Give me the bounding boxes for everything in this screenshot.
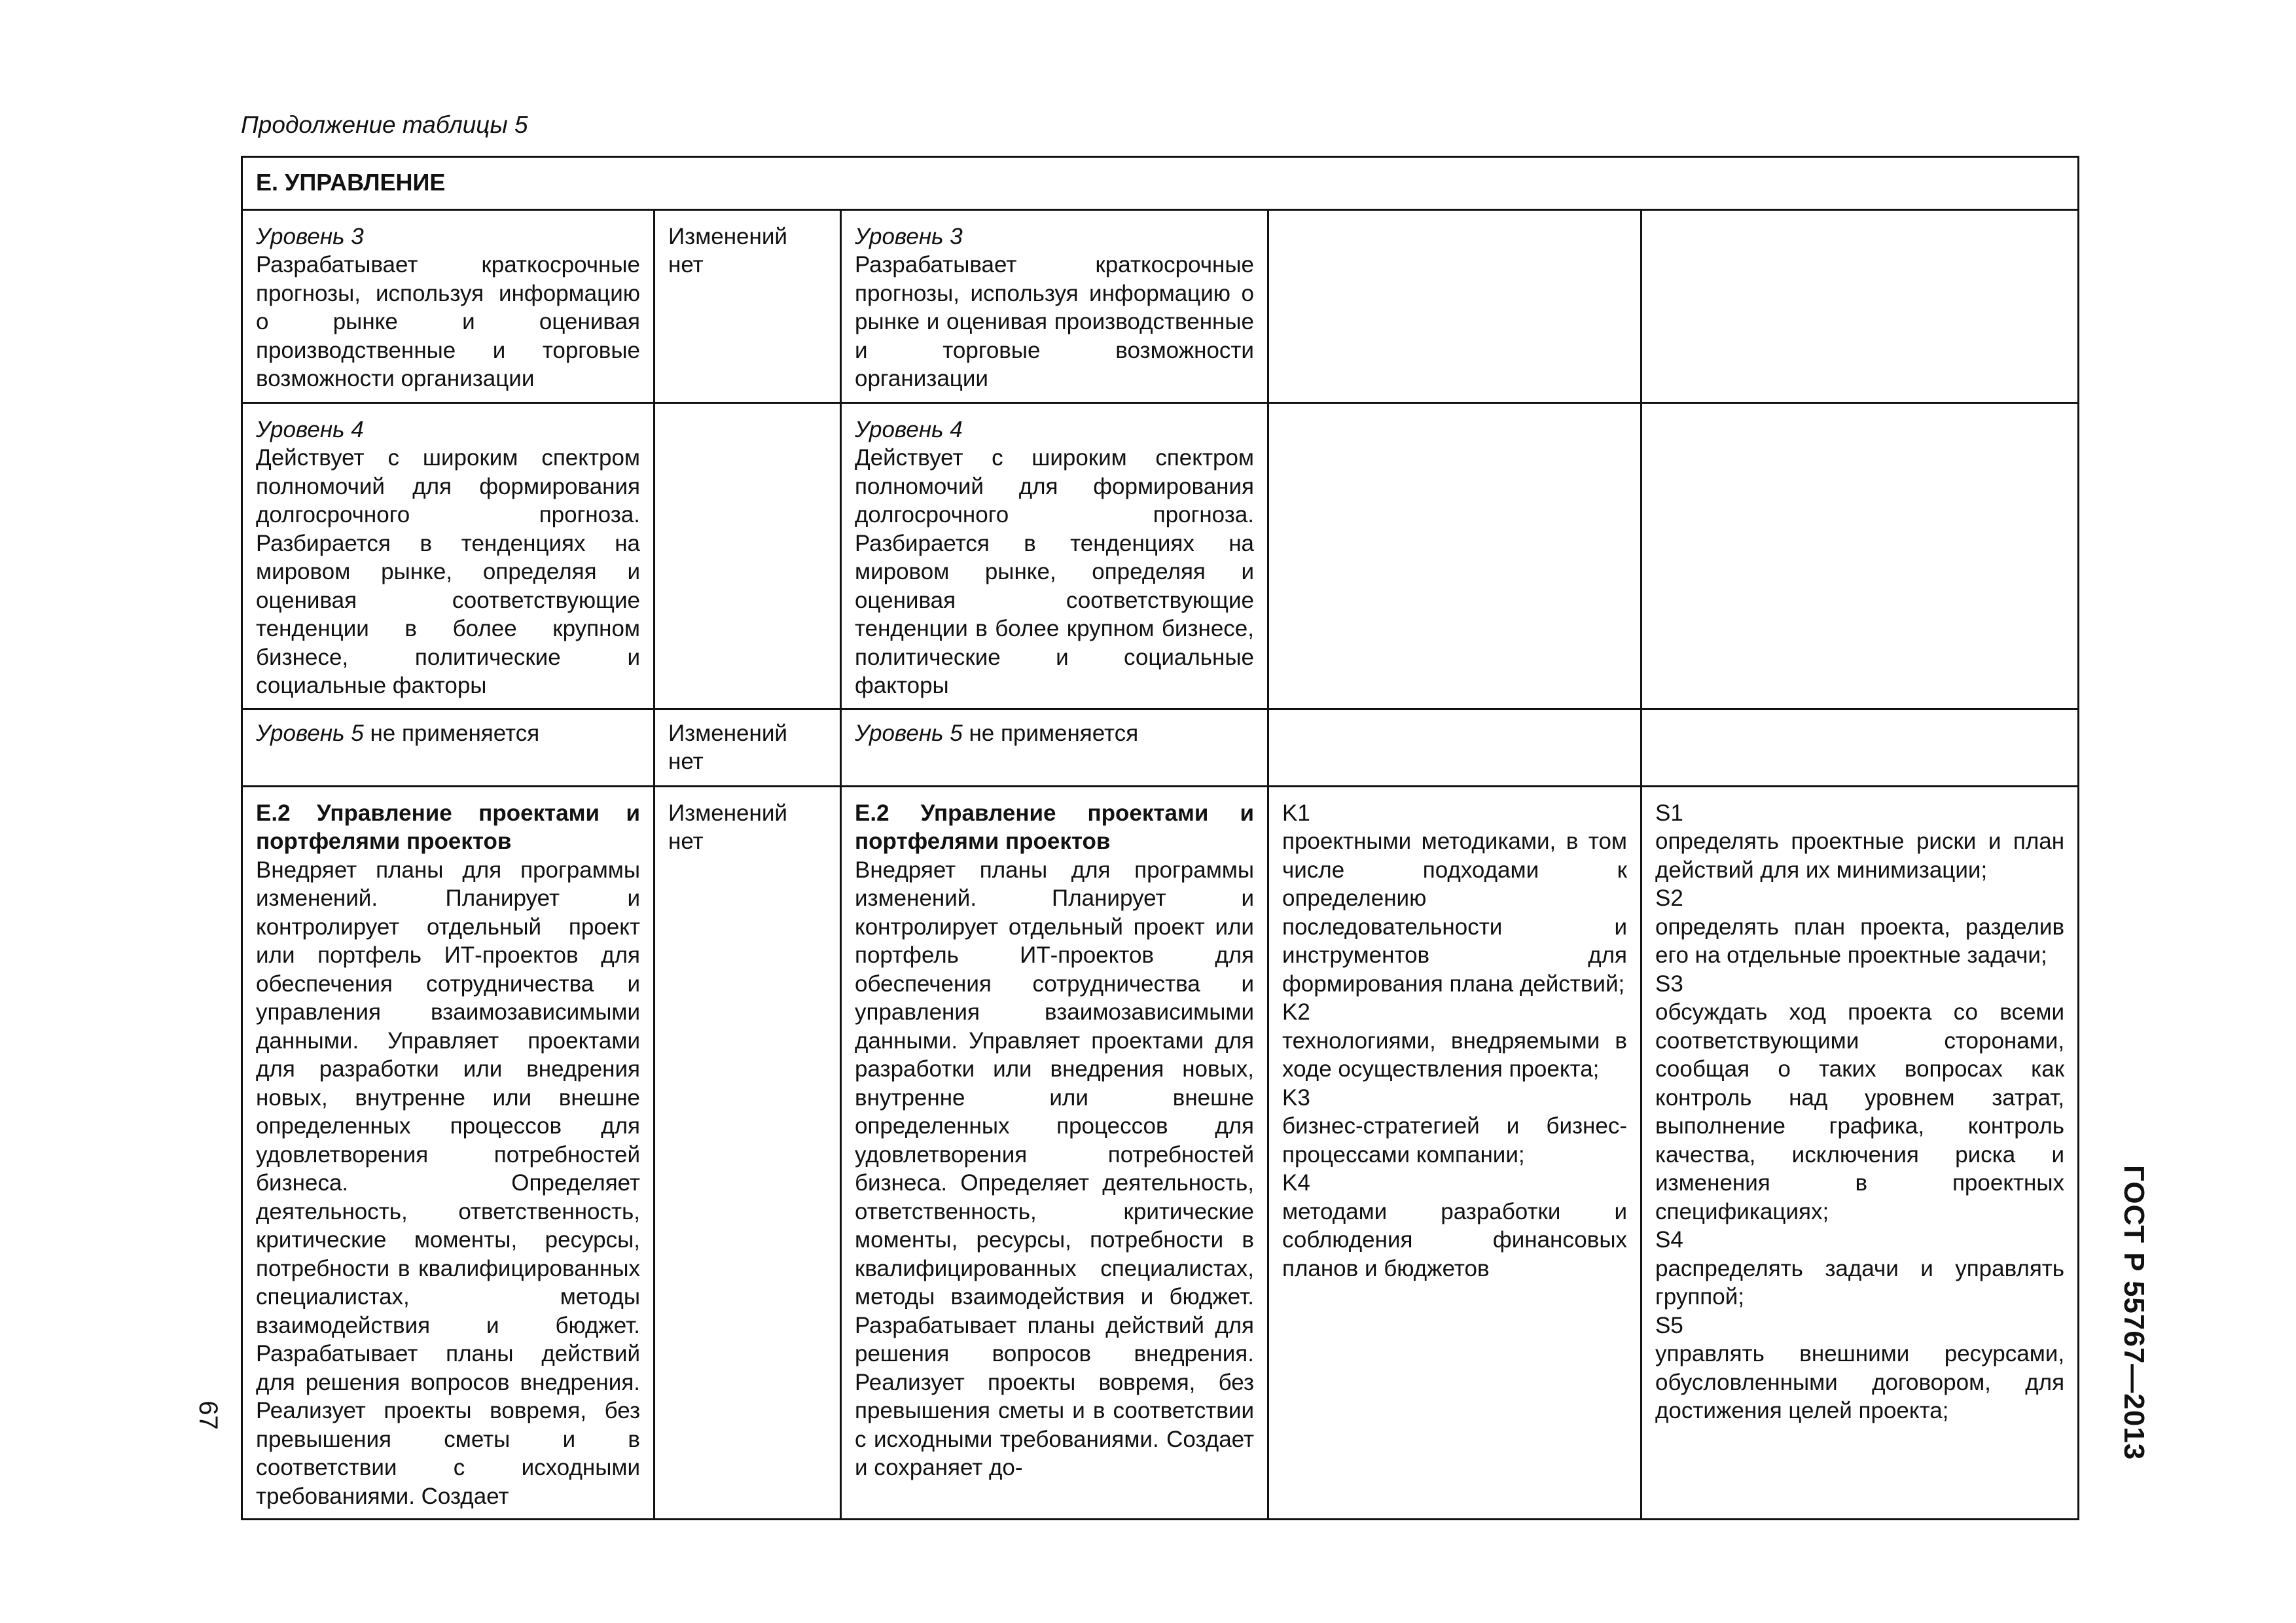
level-label: Уровень 3 [855,223,963,249]
table-cell [1641,709,2079,786]
knowledge-code: K2 [1282,999,1310,1025]
knowledge-code: K3 [1282,1084,1310,1111]
table-cell: Изменений нет [655,209,841,402]
gost-code: ГОСТ Р 55767—2013 [2118,1165,2150,1461]
cell-text: Внедряет планы для программы изменений. Планирует и контролирует отдельный проект или портфель ИТ-проектов для обеспечения сотрудничества и управления взаимозависимыми данными. Управляет проектами для разработки или внедрения новых, внутренне или внешне определенных процессов для удовлетворения потребностей бизнеса. Определяет деятельность, ответственность, критические моменты, ресурсы, потребности в квалифицированных специалистах, методы взаимодействия и бюджет. Разрабатывает планы действий для решения вопросов внедрения. Реализует проекты вовремя, без превышения сметы и в соответствии с исходными требованиями. Создает [256,857,640,1509]
table-cell [242,786,655,1520]
table-cell [1641,402,2079,709]
table-cell [1268,209,1641,402]
table-cell: Изменений нет [655,709,841,786]
table-row [242,709,2079,786]
competence-title: Е.2 Управление проектами и портфелями проектов [855,800,1254,854]
cell-text: Разрабатывает краткосрочные прогнозы, используя информацию о рынке и оценивая производственные и торговые возможности организации [256,252,640,391]
cell-text: Действует с широким спектром полномочий для формирования долгосрочного прогноза. Разбирается в тенденциях на мировом рынке, определяя и оценивая соответствующие тенденции в более крупном бизнесе, политические и социальные факторы [256,445,640,698]
page-number: 67 [193,1400,223,1430]
table-cell: Изменений нет [655,786,841,1520]
level-label: Уровень 4 [855,416,963,442]
skill-text: управлять внешними ресурсами, обусловленными договором, для достижения целей проекта; [1655,1341,2065,1423]
table-cell [841,709,1268,786]
skill-text: обсуждать ход проекта со всеми соответствующими сторонами, сообщая о таких вопросах как контроль над уровнем затрат, выполнение графика, контроль качества, исключения риска и изменения в проектных спецификациях; [1655,999,2065,1224]
table-cell [242,709,655,786]
cell-text: Действует с широким спектром полномочий для формирования долгосрочного прогноза. Разбирается в тенденциях на мировом рынке, определяя и оценивая соответствующие тенденции в более крупном бизнесе, политические и социальные факторы [855,445,1254,698]
skill-text: определять проектные риски и план действий для их минимизации; [1655,829,2065,883]
cell-text: не применяется [363,720,540,746]
section-header-row [242,157,2079,210]
table-cell [841,786,1268,1520]
table-caption: Продолжение таблицы 5 [241,111,528,138]
competence-title: Е.2 Управление проектами и портфелями проектов [256,800,640,854]
skill-text: определять план проекта, разделив его на отдельные проектные задачи; [1655,914,2065,968]
cell-text: не применяется [962,720,1139,746]
table-cell [841,209,1268,402]
table-cell [655,402,841,709]
table-row [242,402,2079,709]
knowledge-text: проектными методиками, в том числе подходами к определению последовательности и инструментов для формирования плана действий; [1282,829,1627,997]
cell-text: Разрабатывает краткосрочные прогнозы, используя информацию о рынке и оценивая производственные и торговые возможности организации [855,252,1254,391]
skill-text: распределять задачи и управлять группой; [1655,1255,2065,1310]
skills-cell [1641,786,2079,1520]
section-header: Е. УПРАВЛЕНИЕ [242,157,2079,210]
competence-table [241,156,2079,1520]
level-label: Уровень 4 [256,416,364,442]
table-cell [242,402,655,709]
level-label: Уровень 5 [256,720,364,746]
knowledge-code: K1 [1282,800,1310,826]
table-cell [1268,709,1641,786]
skill-code: S1 [1655,800,1683,826]
knowledge-cell [1268,786,1641,1520]
level-label: Уровень 5 [855,720,963,746]
skill-code: S5 [1655,1312,1683,1338]
skill-code: S3 [1655,971,1683,997]
cell-text: Внедряет планы для программы изменений. Планирует и контролирует отдельный проект или портфель ИТ-проектов для обеспечения сотрудничества и управления взаимозависимыми данными. Управляет проектами для разработки или внедрения новых, внутренне или внешне определенных процессов для удовлетворения потребностей бизнеса. Определяет деятельность, ответственность, критические моменты, ресурсы, потребности в квалифицированных специалистах, методы взаимодействия и бюджет. Разрабатывает планы действий для решения вопросов внедрения. Реализует проекты вовремя, без превышения сметы и в соответствии с исходными требованиями. Создает и сохраняет до- [855,857,1254,1480]
level-label: Уровень 3 [256,223,364,249]
table-row [242,209,2079,402]
knowledge-code: K4 [1282,1170,1310,1196]
knowledge-text: бизнес-стратегией и бизнес-процессами компании; [1282,1113,1627,1168]
table-cell [1641,209,2079,402]
skill-code: S4 [1655,1227,1683,1253]
table-row [242,786,2079,1520]
knowledge-text: технологиями, внедряемыми в ходе осуществления проекта; [1282,1027,1627,1082]
knowledge-text: методами разработки и соблюдения финансовых планов и бюджетов [1282,1198,1627,1281]
table-cell [1268,402,1641,709]
table-cell [242,209,655,402]
skill-code: S2 [1655,885,1683,911]
table-cell [841,402,1268,709]
